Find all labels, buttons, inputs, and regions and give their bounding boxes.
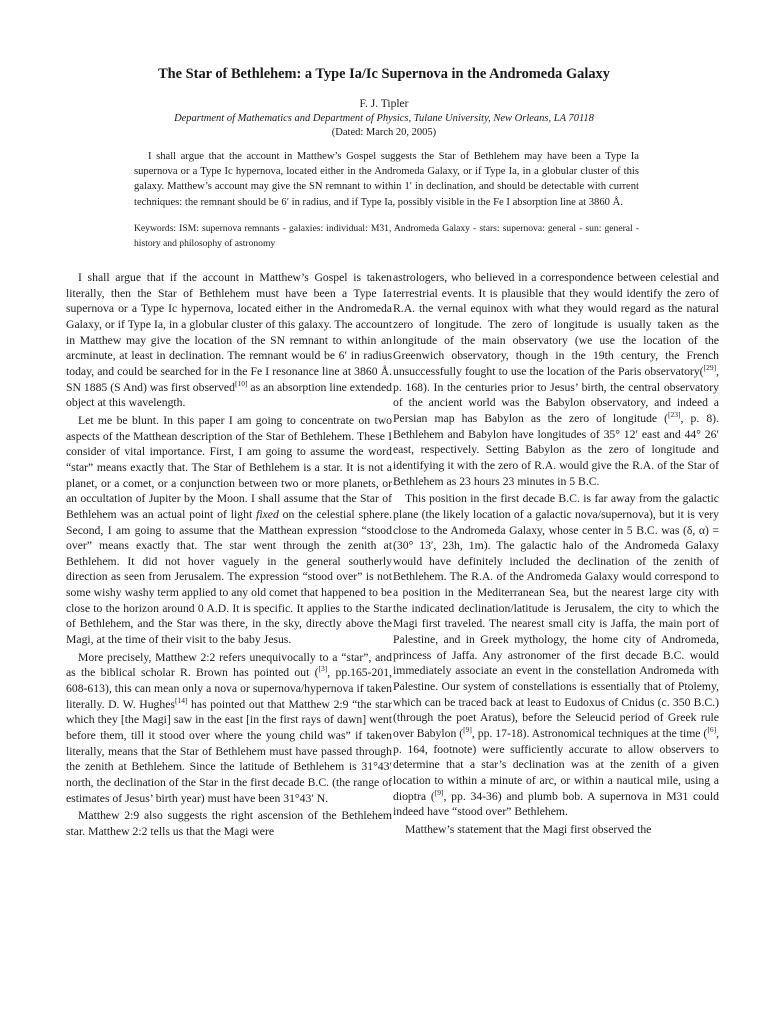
text-span: , p. 168). In the centuries prior to Jesus’ birth, the central observatory of the ancient world was the Babylon observatory, and indeed a Persian map has Babylon as the zero of longitude ( [393,364,719,425]
paragraph [66,413,392,648]
text-span: on the celestial sphere. Second, I am going to assume that the Matthean expression “stood over” means exactly that. The star went through the zenith at Bethlehem. It did not hover vaguely in the general southerly direction as seen from Jerusalem. The expression “stood over” is not some wishy washy term applied to any old comet that happened to be close to the horizon around 0 A.D. It is specific. It applies to the Star of Bethlehem, and the Star was there, in the sky, directly above the Magi, at the time of their visit to the baby Jesus. [66,507,392,647]
author-affiliation: Department of Mathematics and Department of Physics, Tulane University, New Orleans, LA 70118 [174,113,594,124]
emphasis: fixed [256,507,279,521]
author-name: F. J. Tipler [359,98,409,110]
citation-ref: [29] [703,363,717,373]
text-span: , p. 8). Bethlehem and Babylon have longitudes of 35° 12′ east and 44° 26′ east, respectively. Setting Babylon as the zero of longitude and identifying it with the zero of R.A. would give the R.A. of the Star of Bethlehem as 23 hours 23 minutes in 5 B.C. [393,411,719,488]
paragraph: Matthew 2:9 also suggests the right ascension of the Bethlehem star. Matthew 2:2 tells us that the Magi were [66,809,392,838]
keywords: Keywords: ISM: supernova remnants - galaxies: individual: M31, Andromeda Galaxy - stars: supernova: general - sun: general - history and philosophy of astronomy [134,223,639,249]
text-span: , pp.165-201, 608-613), this can mean only a nova or supernova/hypernova if taken literally. D. W. Hughes [66,666,392,711]
right-column [393,270,719,838]
text-span: , p. 164, footnote) were sufficiently accurate to allow observers to determine that a star’s declination was at the zenith of a given location to within a minute of arc, or within a nautical mile, using a dioptra ( [393,727,719,803]
text-span: I shall argue that if the account in Matthew’s Gospel is taken literally, then the Star of Bethlehem must have been a Type Ia supernova or a Type Ic hypernova, located either in the Andromeda Galaxy, or if Type Ia, in a globular cluster of this galaxy. The account in Matthew may give the location of the SN remnant to within an arcminute, at least in declination. The remnant would be 6′ in radius today, and could be searched for in the Fe I resonance line at 3860 Å. SN 1885 (S And) was first observed [66,271,392,394]
paragraph [393,270,719,489]
citation-ref: [10] [234,378,248,388]
text-span: More precisely, Matthew 2:2 refers unequivocally to a “star”, and as the biblical scholar R. Brown has pointed out ( [66,650,392,680]
citation-ref: [3] [318,664,328,674]
abstract: I shall argue that the account in Matthew’s Gospel suggests the Star of Bethlehem may have been a Type Ia supernova or a Type Ic hypernova, located either in the Andromeda Galaxy, or if Type Ia, in a globular cluster of this galaxy. Matthew’s account may give the SN remnant to within 1′ in declination, and should be detectable with current techniques: the remnant should be 6′ in radius, and if Type Ia, possibly visible in the Fe I absorption line at 3860 Å. [134,151,639,208]
text-span: , pp. 34-36) and plumb bob. A supernova in M31 could indeed have “stood over” Bethlehem. [393,789,719,819]
text-span: Let me be blunt. In this paper I am going to concentrate on two aspects of the Matthean description of the Star of Bethlehem. These I consider of vital importance. First, I am going to assume the word “star” means exactly that. The Star of Bethlehem is a star. It is not a planet, or a comet, or a conjunction between two or more planets, or an occultation of Jupiter by the Moon. I shall assume that the Star of Bethlehem was an actual point of light [66,413,392,521]
citation-ref: [9] [434,787,444,797]
text-span: astrologers, who believed in a correspondence between celestial and terrestrial events. It is plausible that they would identify the zero of R.A. the vernal equinox with what they would regard as the natural zero of longitude. The zero of longitude is usually taken as the longitude of the main observatory (we use the location of the Greenwich observatory, though in the 19th century, the French unsuccessfully fought to use the location of the Paris observatory( [393,271,719,378]
date-line: (Dated: March 20, 2005) [331,127,437,138]
text-span: as an absorption line extended object at this wavelength. [66,380,392,410]
left-column [66,270,392,840]
text-span: has pointed out that Matthew 2:9 “the star which they [the Magi] saw in the east [in the first rays of dawn] went before them, till it stood over where the young child was” if taken literally, means that the Star of Bethlehem must have passed through the zenith at Bethlehem. Since the latitude of Bethlehem is 31°43′ north, the declination of the Star in the first decade B.C. (the range of estimates of Jesus’ birth year) must have been 31°43′ N. [66,697,393,805]
citation-ref: [9] [463,725,472,735]
text-span: , pp. 17-18). Astronomical techniques at the time ( [471,727,708,741]
citation-ref: [6] [707,725,717,735]
paragraph [66,270,392,411]
citation-ref: [14] [174,695,188,705]
text-span: This position in the first decade B.C. is far away from the galactic plane (the likely location of a galactic nova/supernova), but it is very close to the Andromeda Galaxy, whose center in 5 B.C. was (δ, α) = (30° 13′, 23h, 1m). The galactic halo of the Andromeda Galaxy would have definitely included the declination of the zenith of Bethlehem. The R.A. of the Andromeda Galaxy would correspond to a position in the Mediterranean Sea, but the nearest large city with the indicated declination/latitude is Jerusalem, the city to which the Magi first traveled. The nearest small city is Jaffa, the main port of Palestine, and in Greek mythology, the home city of Andromeda, princess of Jaffa. Any astronomer of the first decade B.C. would immediately associate an event in the constellation Andromeda with Palestine. Our system of constellations is essentially that of Ptolemy, which can be traced back at least to Eudoxus of Cnidus (c. 350 B.C.) (through the poet Aratus), before the Seleucid period of Greek rule over Babylon ( [393,492,719,741]
paragraph: Matthew’s statement that the Magi first observed the [405,822,652,836]
paper-title: The Star of Bethlehem: a Type Ia/Ic Supernova in the Andromeda Galaxy [158,66,610,82]
paragraph [393,491,719,820]
citation-ref: [23] [668,410,681,420]
paragraph [66,650,392,807]
